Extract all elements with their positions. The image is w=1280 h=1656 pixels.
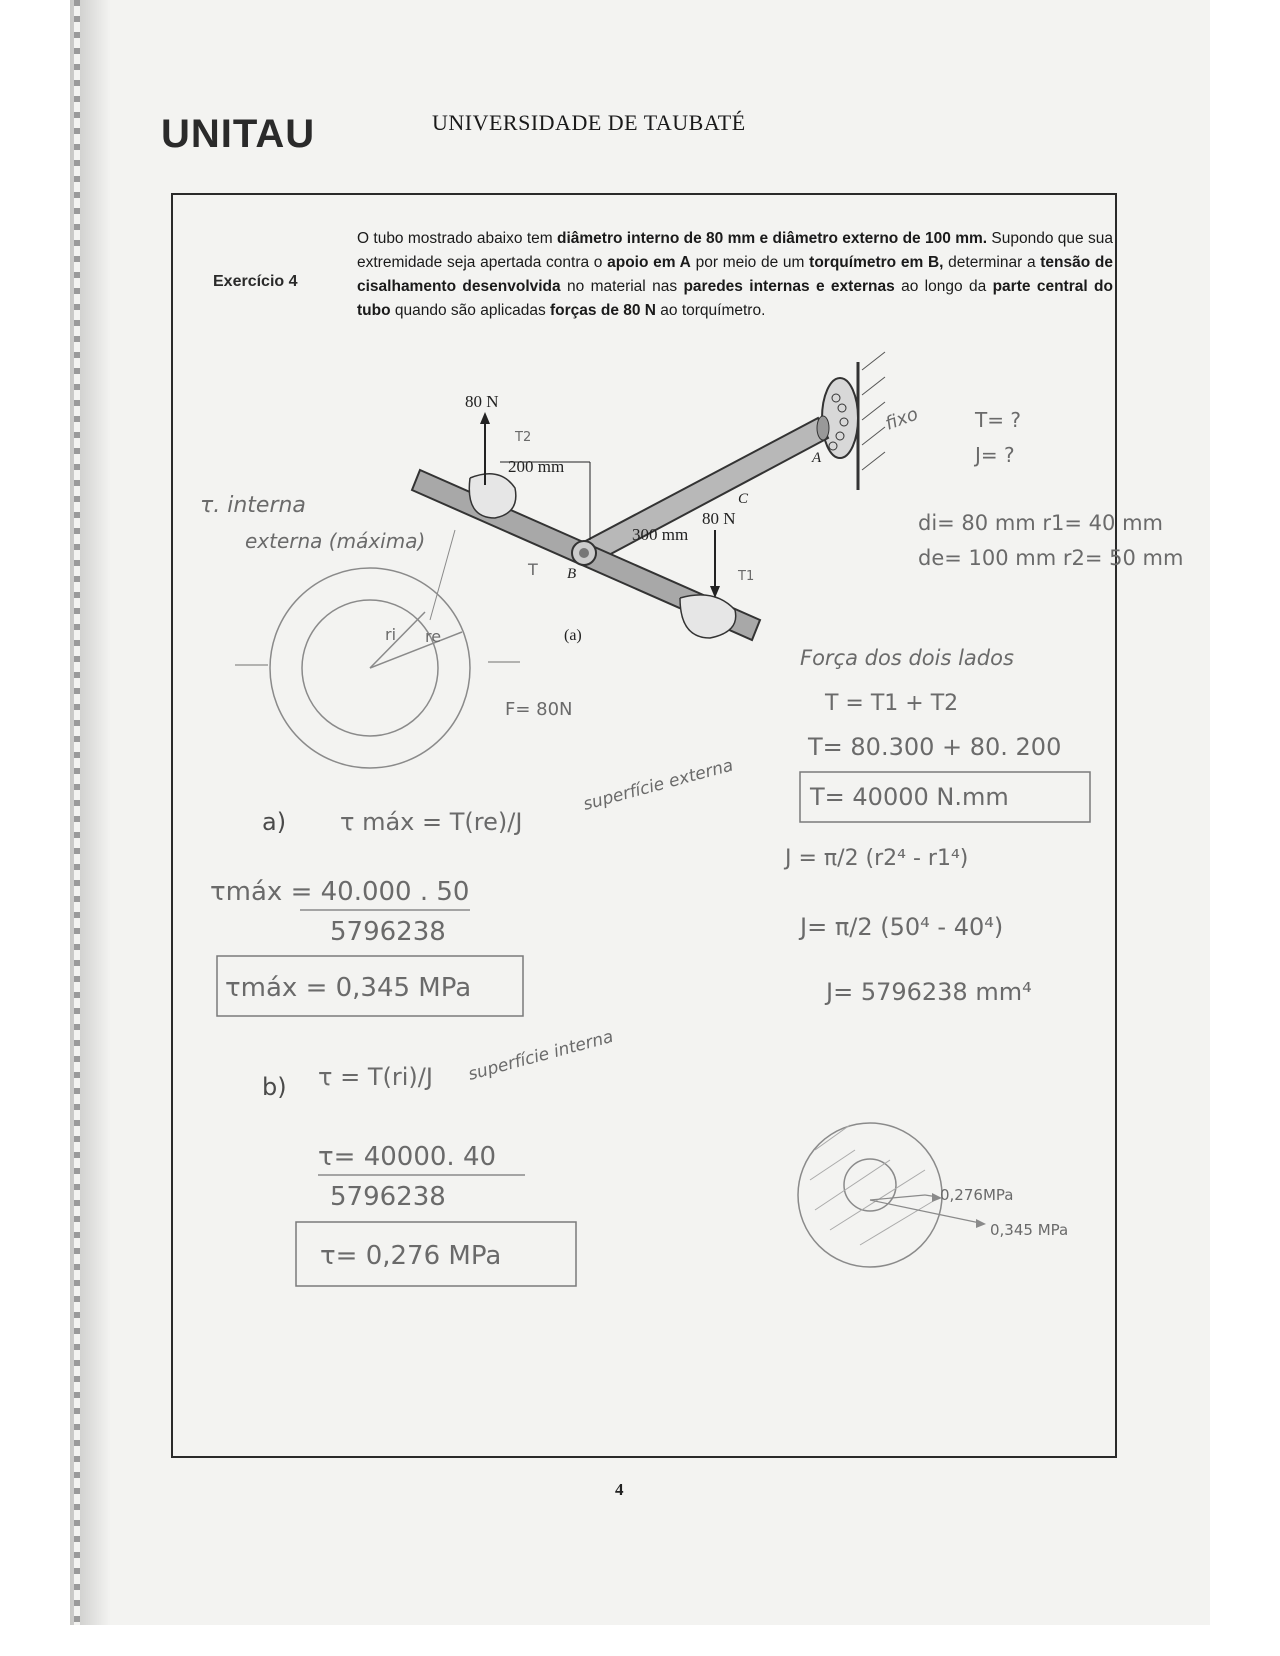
note-t-unknown: T= ? xyxy=(975,408,1021,432)
statement-bold: apoio em A xyxy=(607,254,691,271)
note-j-subst: J= π/2 (50⁴ - 40⁴) xyxy=(800,913,1004,941)
note-de: de= 100 mm r2= 50 mm xyxy=(918,546,1184,570)
statement-bold: tensão de cisalhamento desenvolvida xyxy=(357,254,1114,295)
note-ri: ri xyxy=(385,625,397,644)
dim-left-label: 200 mm xyxy=(508,457,565,476)
note-tau-formula: τ = T(ri)/J xyxy=(318,1063,433,1091)
statement-text: ao longo da xyxy=(894,278,993,295)
statement-text: O tubo mostrado abaixo tem xyxy=(357,230,557,247)
note-tau-interna: τ. interna xyxy=(200,493,306,518)
t1-label: T1 xyxy=(738,569,755,584)
note-f-80n: F= 80N xyxy=(505,699,573,720)
note-torque-calc: T= 80.300 + 80. 200 xyxy=(808,733,1062,761)
note-tau-max-num: τmáx = 40.000 . 50 xyxy=(210,877,470,907)
dim-right-label: 300 mm xyxy=(632,525,689,544)
statement-bold: forças de 80 N xyxy=(550,302,656,319)
statement-text: por meio de um xyxy=(690,254,810,271)
t2-label: T2 xyxy=(515,430,532,445)
note-di: di= 80 mm r1= 40 mm xyxy=(918,511,1163,535)
t-label: T xyxy=(528,560,538,579)
exercise-label: Exercício 4 xyxy=(213,273,298,290)
note-tau-max-formula: τ máx = T(re)/J xyxy=(340,808,523,836)
note-tau-max-den: 5796238 xyxy=(330,917,446,947)
note-re: re xyxy=(425,627,442,646)
force-left-label: 80 N xyxy=(465,392,499,411)
note-j-formula: J = π/2 (r2⁴ - r1⁴) xyxy=(785,846,969,871)
point-c-label: C xyxy=(738,491,749,507)
note-tau-max-result: τmáx = 0,345 MPa xyxy=(225,973,472,1003)
note-torque-sum: T = T1 + T2 xyxy=(825,691,959,716)
statement-text: no material nas xyxy=(560,278,684,295)
note-part-b: b) xyxy=(262,1073,287,1101)
wall-support xyxy=(822,352,885,490)
statement-text: quando são aplicadas xyxy=(390,302,551,319)
note-superficie-interna: superfície interna xyxy=(466,1026,616,1085)
note-torque-result: T= 40000 N.mm xyxy=(810,783,1009,811)
statement-bold: parte central do tubo xyxy=(357,278,1113,319)
statement-text: determinar a xyxy=(943,254,1041,271)
force-right-label: 80 N xyxy=(702,509,736,528)
statement-text: Supondo que sua extremidade seja apertada contra o xyxy=(357,230,1113,271)
statement-text: ao torquímetro. xyxy=(655,302,766,319)
page-number: 4 xyxy=(615,1480,624,1499)
statement-bold: paredes internas e externas xyxy=(683,278,895,295)
point-b-label: B xyxy=(567,566,577,582)
university-name: UNIVERSIDADE DE TAUBATÉ xyxy=(432,110,746,135)
note-fixo: fixo xyxy=(882,403,921,435)
note-stress-outer: 0,345 MPa xyxy=(990,1221,1069,1239)
note-stress-inner: 0,276MPa xyxy=(940,1186,1014,1204)
cross-section-sketch xyxy=(235,530,520,768)
point-a-label: A xyxy=(812,450,822,466)
statement-bold: diâmetro interno de 80 mm e diâmetro externo de 100 mm. xyxy=(557,230,988,247)
note-tau-den: 5796238 xyxy=(330,1182,446,1212)
figure-caption: (a) xyxy=(564,627,582,644)
unitau-logo: UNITAU xyxy=(161,112,316,156)
note-part-a: a) xyxy=(262,808,287,836)
note-tau-num: τ= 40000. 40 xyxy=(318,1142,497,1172)
note-j-result: J= 5796238 mm⁴ xyxy=(826,978,1032,1006)
note-tau-result: τ= 0,276 MPa xyxy=(320,1241,502,1271)
note-superficie-externa: superfície externa xyxy=(581,755,736,815)
note-forca-dois-lados: Força dos dois lados xyxy=(800,646,1014,670)
note-externa-max: externa (máxima) xyxy=(245,529,426,553)
statement-bold: torquímetro em B, xyxy=(809,254,944,271)
note-j-unknown: J= ? xyxy=(975,443,1015,467)
tube xyxy=(578,416,829,565)
